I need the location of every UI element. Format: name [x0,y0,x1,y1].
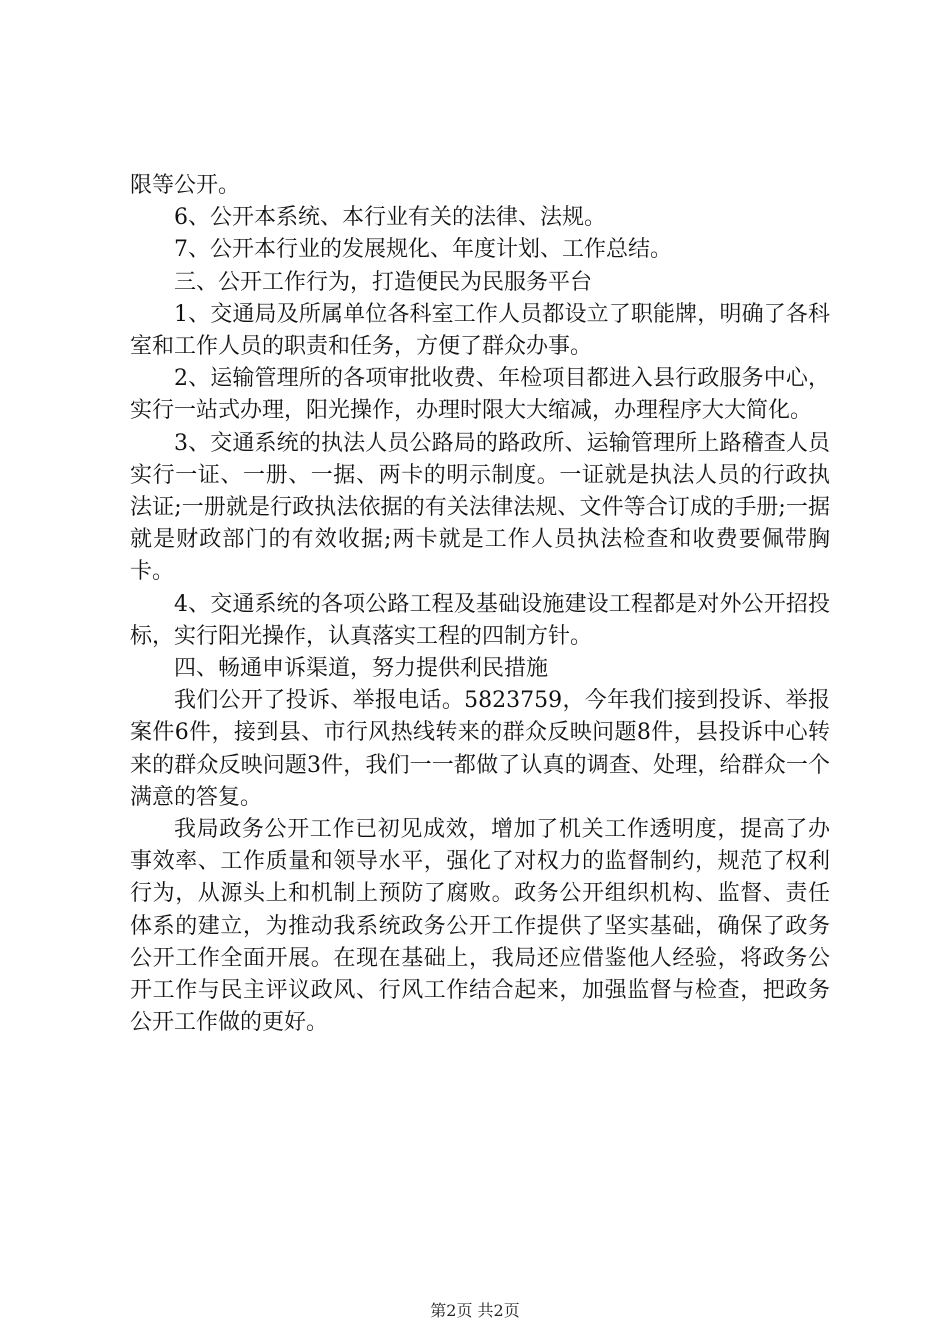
paragraph: 限等公开。 [130,173,241,198]
paragraph: 我局政务公开工作已初见成效，增加了机关工作透明度，提高了办事效率、工作质量和领导水平，强化了对权力的监督制约，规范了权利行为，从源头上和机制上预防了腐败。政务公开组织机构、监督、责任体系的建立，为推动我系统政务公开工作提供了坚实基础，确保了政务公开工作全面开展。在现在基础上，我局还应借鉴他人经验，将政务公开工作与民主评议政风、行风工作结合起来，加强监督与检查，把政务公开工作做的更好。 [130,817,830,1036]
page-number-footer: 第2页 共2页 [430,1301,520,1320]
paragraph: 6、公开本系统、本行业有关的法律、法规。 [174,205,606,231]
paragraph: 7、公开本行业的发展规化、年度计划、工作总结。 [174,237,672,263]
document-body [130,170,830,1039]
section-heading: 三、公开工作行为，打造便民为民服务平台 [174,269,593,295]
paragraph: 1、交通局及所属单位各科室工作人员都设立了职能牌，明确了各科室和工作人员的职责和任务，方便了群众办事。 [130,301,830,360]
section-heading: 四、畅通申诉渠道，努力提供利民措施 [174,656,549,682]
paragraph: 3、交通系统的执法人员公路局的路政所、运输管理所上路稽查人员实行一证、一册、一据、两卡的明示制度。一证就是执法人员的行政执法证;一册就是行政执法依据的有关法律法规、文件等合订成的手册;一据就是财政部门的有效收据;两卡就是工作人员执法检查和收费要佩带胸卡。 [130,430,830,585]
paragraph: 4、交通系统的各项公路工程及基础设施建设工程都是对外公开招投标，实行阳光操作，认真落实工程的四制方针。 [130,591,830,649]
paragraph: 2、运输管理所的各项审批收费、年检项目都进入县行政服务中心，实行一站式办理，阳光操作，办理时限大大缩减，办理程序大大简化。 [130,366,830,424]
paragraph: 我们公开了投诉、举报电话。5823759，今年我们接到投诉、举报案件6件，接到县、市行风热线转来的群众反映问题8件，县投诉中心转来的群众反映问题3件，我们一一都做了认真的调查、处理，给群众一个满意的答复。 [130,688,830,810]
